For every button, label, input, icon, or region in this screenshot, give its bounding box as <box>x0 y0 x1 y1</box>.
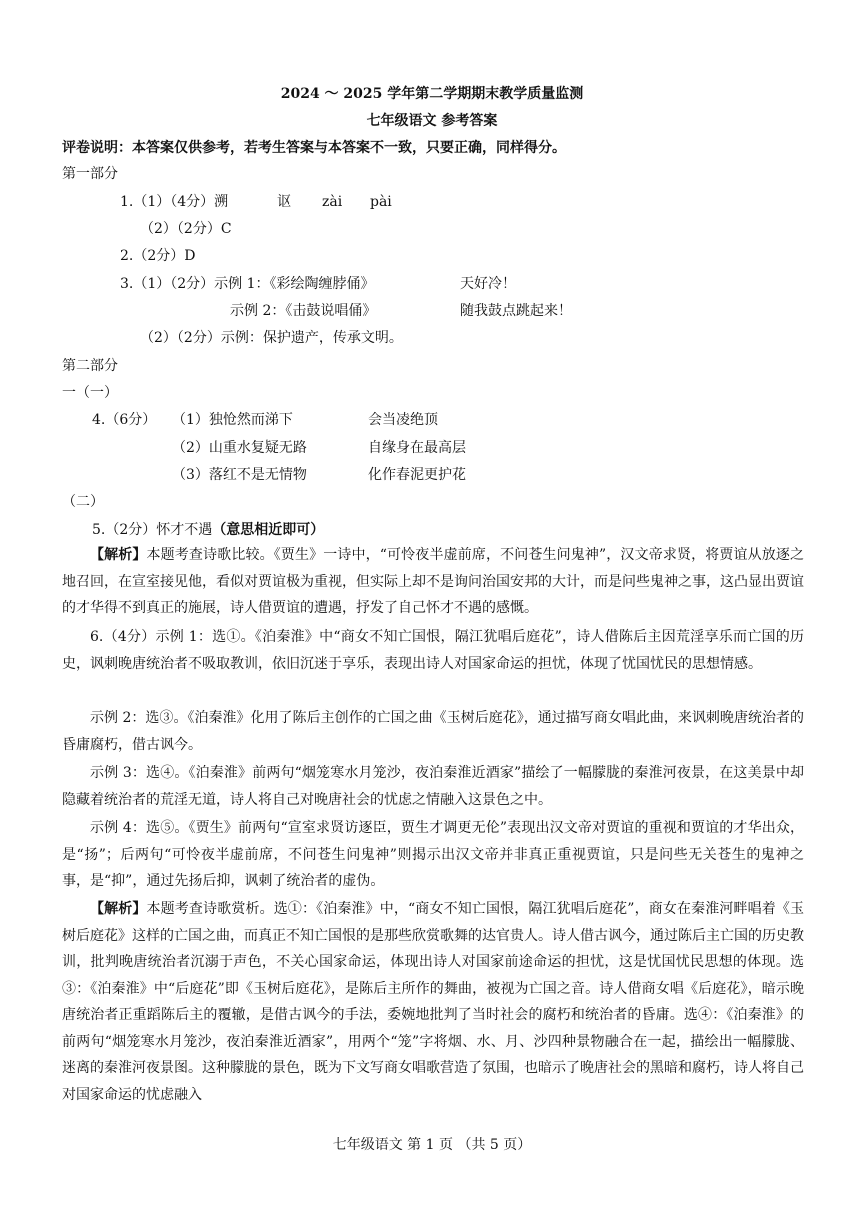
q5 <box>92 520 324 540</box>
q3-2: （2）（2分）示例：保护遗产，传承文明。 <box>140 330 403 346</box>
q1-1-answer-c: zài <box>322 194 343 210</box>
q6-example-2: 示例 2：选③。《泊秦淮》化用了陈后主创作的亡国之曲《玉树后庭花》，通过描写商女唱此曲，来讽刺晚唐统治者的昏庸腐朽，借古讽今。 <box>62 710 804 753</box>
q6-analysis-tag: 【解析】 <box>90 901 147 917</box>
q1-2: （2）（2分）C <box>140 221 232 237</box>
q5-note: （意思相近即可） <box>212 522 325 538</box>
q4-1-b: 会当凌绝顶 <box>368 412 438 428</box>
q4-label: 4.（6分） <box>92 412 157 428</box>
q4-2-a: （2）山重水复疑无路 <box>172 440 307 456</box>
document-subtitle: 七年级语文 参考答案 <box>366 113 498 129</box>
q6-example-4: 示例 4：选⑤。《贾生》前两句“宣室求贤访逐臣，贾生才调更无伦”表现出汉文帝对贾谊的重视和贾谊的才华出众，是“扬”；后两句“可怜夜半虚前席，不问苍生问鬼神”则揭示出汉文帝并非真正重视贾谊，只是问些无关苍生的鬼神之事，是“抑”，通过先扬后抑，讽刺了统治者的虚伪。 <box>62 820 804 889</box>
q3-1: 3.（1）（2分）示例 1：《彩绘陶缠脖俑》 <box>120 276 375 292</box>
q4-3-a: （3）落红不是无情物 <box>172 467 307 483</box>
q6-analysis-text: 本题考查诗歌赏析。选①：《泊秦淮》中，“商女不知亡国恨，隔江犹唱后庭花”，商女在秦淮河畔唱着《玉树后庭花》这样的亡国之曲，而真正不知亡国恨的是那些欣赏歌舞的达官贵人。诗人借古讽今，通过陈后主亡国的历史教训，批判晚唐统治者沉溺于声色，不关心国家命运，体现出诗人对国家前途命运的担忧，这是忧国忧民思想的体现。选③：《泊秦淮》中“后庭花”即《玉树后庭花》，是陈后主所作的舞曲，被视为亡国之音。诗人借商女唱《后庭花》，暗示晚唐统治者正重蹈陈后主的覆辙，是借古讽今的手法，委婉地批判了当时社会的腐朽和统治者的昏庸。选④：《泊秦淮》的前两句“烟笼寒水月笼沙，夜泊秦淮近酒家”，用两个“笼”字将烟、水、月、沙四种景物融合在一起，描绘出一幅朦胧、迷离的秦淮河夜景图。这种朦胧的景色，既为下文写商女唱歌营造了氛围，也暗示了晚唐社会的黑暗和腐朽，诗人将自己对国家命运的忧虑融入 <box>62 901 805 1103</box>
q6-example-1: 6.（4分）示例 1：选①。《泊秦淮》中“商女不知亡国恨，隔江犹唱后庭花”，诗人借陈后主因荒淫享乐而亡国的历史，讽刺晚唐统治者不吸取教训，依旧沉迷于享乐，表现出诗人对国家命运的担忧，体现了忧国忧民的思想情感。 <box>62 629 804 672</box>
part1-heading: 第一部分 <box>62 166 118 182</box>
section-2-heading: （二） <box>62 494 104 510</box>
q5-analysis <box>62 542 804 622</box>
section-1-heading: 一（一） <box>62 385 118 401</box>
page-footer: 七年级语文 第 1 页 （共 5 页） <box>332 1137 532 1153</box>
q3-1-answer-b: 天好冷！ <box>460 276 516 292</box>
q6-analysis <box>62 896 804 1108</box>
q4-1-a: （1）独怆然而涕下 <box>172 412 293 428</box>
q5-analysis-text: 本题考查诗歌比较。《贾生》一诗中，“可怜夜半虚前席，不问苍生问鬼神”，汉文帝求贤，将贾谊从放逐之地召回，在宣室接见他，看似对贾谊极为重视，但实际上却不是询问治国安邦的大计，而是问些鬼神之事，这凸显出贾谊的才华得不到真正的施展，诗人借贾谊的遭遇，抒发了自己怀才不遇的感慨。 <box>62 547 805 616</box>
q6-example-3: 示例 3：选④。《泊秦淮》前两句“烟笼寒水月笼沙，夜泊秦淮近酒家”描绘了一幅朦胧的秦淮河夜景，在这美景中却隐藏着统治者的荒淫无道，诗人将自己对晚唐社会的忧虑之情融入这景色之中。 <box>62 765 804 808</box>
q4-2-b: 自缘身在最高层 <box>368 440 466 456</box>
part2-heading: 第二部分 <box>62 358 118 374</box>
q1-1: 1.（1）（4分）溯 <box>120 194 229 210</box>
q2: 2.（2分）D <box>120 248 196 264</box>
q1-1-answer-d: pài <box>370 194 392 210</box>
q5-analysis-tag: 【解析】 <box>90 547 147 563</box>
q5-answer: 5.（2分）怀才不遇 <box>92 522 213 538</box>
q4-3-b: 化作春泥更护花 <box>368 467 466 483</box>
document-title: 2024 ～ 2025 学年第二学期期末教学质量监测 <box>280 86 584 102</box>
q3-1-example2: 示例 2：《击鼓说唱俑》 <box>230 303 377 319</box>
q1-1-answer-b: 讴 <box>277 194 291 210</box>
grading-note: 评卷说明：本答案仅供参考，若考生答案与本答案不一致，只要正确，同样得分。 <box>62 140 566 156</box>
q3-1-answer-d: 随我鼓点跳起来！ <box>460 303 572 319</box>
